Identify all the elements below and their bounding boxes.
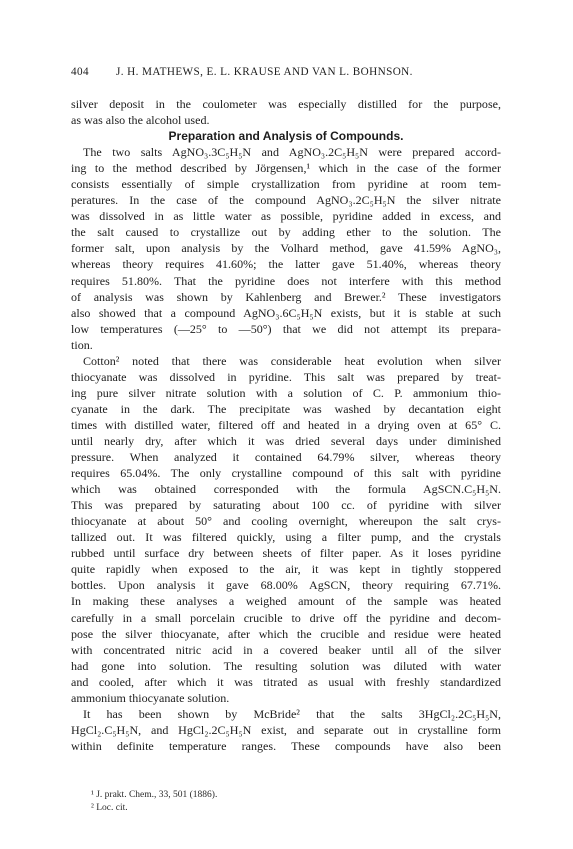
footnotes <box>91 789 471 815</box>
text-line: former salt, upon analysis by the Volhard method, gave 41.59% AgNO₃, <box>71 241 501 256</box>
text-line: thiocyanate at about 50° and cooling overnight, whereupon the salt crys- <box>71 514 501 529</box>
text-line: and cooled, after which it was titrated as usual with freshly standardized <box>71 674 501 689</box>
text-line: whereas theory requires 41.60%; the latter gave 51.40%, whereas theory <box>71 257 501 272</box>
footnote: ² Loc. cit. <box>91 803 128 813</box>
page-number: 404 <box>71 66 89 78</box>
text-line: of analysis was shown by Kahlenberg and Brewer.² These investigators <box>71 289 501 304</box>
text-line: rubbed until surface dry between sheets of filter paper. As it loses pyridine <box>71 546 501 561</box>
text-line: thiocyanate was dissolved in pyridine. This salt was prepared by treat- <box>71 369 501 384</box>
text-line: tallized out. It was filtered quickly, using a filter pump, and the crystals <box>71 530 501 545</box>
text-line: with concentrated nitric acid in a covered beaker until all of the silver <box>71 642 501 657</box>
running-head-authors: J. H. MATHEWS, E. L. KRAUSE AND VAN L. BOHNSON. <box>116 66 413 78</box>
text-line: silver deposit in the coulometer was especially distilled for the purpose, <box>71 97 501 111</box>
text-line: HgCl₂.C₅H₅N, and HgCl₂.2C₅H₅N exist, and separate out in crystalline form <box>71 722 501 737</box>
text-line: quite rapidly when exposed to the air, it was kept in tightly stoppered <box>71 562 501 577</box>
text-line: until nearly dry, after which it was dried several days under diminished <box>71 433 501 448</box>
text-line: It has been shown by McBride² that the salts 3HgCl₂.2C₅H₅N, <box>83 706 501 721</box>
text-line: ing pure silver nitrate solution with a solution of C. P. ammonium thio- <box>71 385 501 400</box>
text-line: In making these analyses a weighed amount of the sample was heated <box>71 594 501 609</box>
text-line: ammonium thiocyanate solution. <box>71 690 230 705</box>
body-text <box>71 96 501 754</box>
text-line: low temperatures (—25° to —50°) that we did not attempt its prepara- <box>71 321 501 336</box>
text-line: consists essentially of simple crystallization from pyridine at room tem- <box>71 177 501 192</box>
text-line: the salt caused to crystallize out by adding ether to the solution. The <box>71 225 501 240</box>
text-line: within definite temperature ranges. These compounds have also been <box>71 738 501 753</box>
text-line: pose the silver thiocyanate, after which the crucible and residue were heated <box>71 626 501 641</box>
text-line: The two salts AgNO₃.3C₅H₅N and AgNO₃.2C₅H₅N were prepared accord- <box>83 145 501 160</box>
text-line: tion. <box>71 337 93 352</box>
text-line: ing to the method described by Jörgensen,¹ which in the case of the former <box>71 161 501 176</box>
text-line: carefully in a small porcelain crucible to drive off the pyridine and decom- <box>71 610 501 625</box>
section-heading: Preparation and Analysis of Compounds. <box>168 129 404 144</box>
text-line: had gone into solution. The resulting solution was diluted with water <box>71 658 501 673</box>
text-line: Cotton² noted that there was considerable heat evolution when silver <box>83 353 501 368</box>
text-line: also showed that a compound AgNO₃.6C₅H₅N exists, but it is stable at such <box>71 305 501 320</box>
text-line: pressure. When analyzed it contained 64.79% silver, whereas theory <box>71 450 501 465</box>
text-line: peratures. In the case of the compound AgNO₃.2C₅H₅N the silver nitrate <box>71 193 501 208</box>
text-line: requires 51.80%. That the pyridine does not interfere with this method <box>71 273 501 288</box>
running-header <box>71 66 501 78</box>
text-line: bottles. Upon analysis it gave 68.00% AgSCN, theory requiring 67.71%. <box>71 578 501 593</box>
text-line: requires 65.04%. The only crystalline compound of this salt with pyridine <box>71 466 501 481</box>
footnote: ¹ J. prakt. Chem., 33, 501 (1886). <box>91 790 218 800</box>
text-line: as was also the alcohol used. <box>71 113 210 128</box>
text-line: times with distilled water, filtered off and heated in a drying oven at 65° C. <box>71 417 501 432</box>
text-line: This was prepared by saturating about 100 cc. of pyridine with silver <box>71 498 501 513</box>
text-line: cyanate in the dark. The precipitate was washed by decantation eight <box>71 401 501 416</box>
text-line: which was obtained corresponded with the formula AgSCN.C₅H₅N. <box>71 482 501 497</box>
text-line: was dissolved in as little water as possible, pyridine added in excess, and <box>71 209 501 224</box>
